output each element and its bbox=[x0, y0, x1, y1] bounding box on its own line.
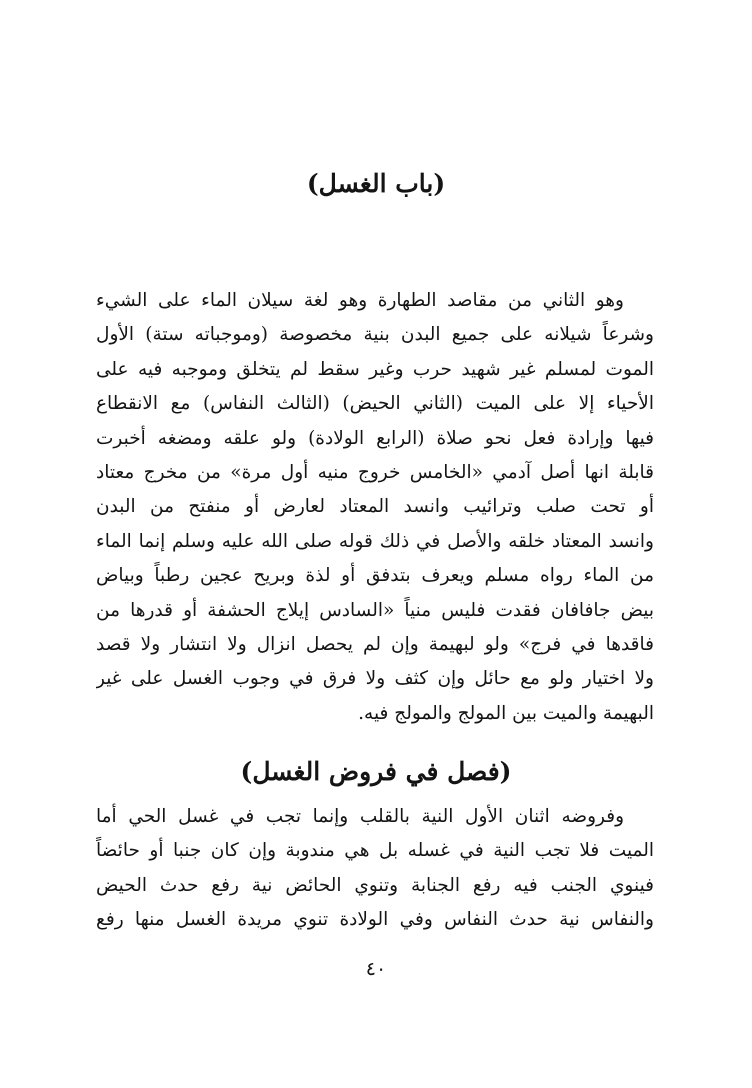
text-line: فاقدها في فرج» ولو لبهيمة وإن لم يحصل انزال ولا انتشار ولا قصد bbox=[96, 633, 654, 655]
text-line: وفروضه اثنان الأول النية بالقلب وإنما تجب في غسل الحي أما bbox=[96, 806, 624, 827]
text-line: فيها وإرادة فعل نحو صلاة (الرابع الولادة) ولو علقه ومضغه أخبرت bbox=[96, 427, 654, 449]
text-line: والنفاس نية حدث النفاس وفي الولادة تنوي مريدة الغسل منها رفع bbox=[96, 909, 654, 931]
text-line: وانسد المعتاد خلقه والأصل في ذلك قوله صلى الله عليه وسلم إنما الماء bbox=[96, 530, 654, 552]
text-line: قابلة انها أصل آدمي «الخامس خروج منيه أول مرة» من مخرج معتاد bbox=[96, 461, 654, 483]
text-line: من الماء رواه مسلم ويعرف بتدفق أو لذة وبريح عجين رطباً وبياض bbox=[96, 565, 654, 587]
text-line: وهو الثاني من مقاصد الطهارة وهو لغة سيلان الماء على الشيء bbox=[96, 290, 624, 311]
chapter-title: (باب الغسل) bbox=[306, 169, 446, 198]
text-line: الموت لمسلم غير شهيد حرب وغير سقط لم يتخلق وموجبه فيه على bbox=[96, 358, 654, 380]
section-title: (فصل في فروض الغسل) bbox=[240, 757, 512, 786]
section-body bbox=[96, 800, 654, 938]
text-line: أو تحت صلب وترائيب وانسد المعتاد لعارض أو منفتح من البدن bbox=[96, 496, 654, 518]
text-line: ولا اختيار ولو مع حائل وإن كثف ولا فرق في وجوب الغسل على غير bbox=[96, 668, 654, 690]
text-line: الأحياء إلا على الميت (الثاني الحيض) (الثالث النفاس) مع الانقطاع bbox=[96, 393, 654, 415]
page-number: ٤٠ bbox=[365, 958, 387, 980]
text-line: وشرعاً شيلانه على جميع البدن بنية مخصوصة (وموجباته ستة) الأول bbox=[96, 324, 654, 346]
chapter-body bbox=[96, 284, 654, 731]
text-line: البهيمة والميت بين المولج والمولج فيه. bbox=[358, 702, 654, 724]
text-line: بيض جافافان فقدت فليس منياً «السادس إيلاج الحشفة أو قدرها من bbox=[96, 599, 654, 621]
text-line: فينوي الجنب فيه رفع الجنابة وتنوي الحائض نية رفع حدث الحيض bbox=[96, 874, 654, 896]
text-line: الميت فلا تجب النية في غسله بل هي مندوبة وإن كان جنبا أو حائضاً bbox=[96, 840, 654, 862]
